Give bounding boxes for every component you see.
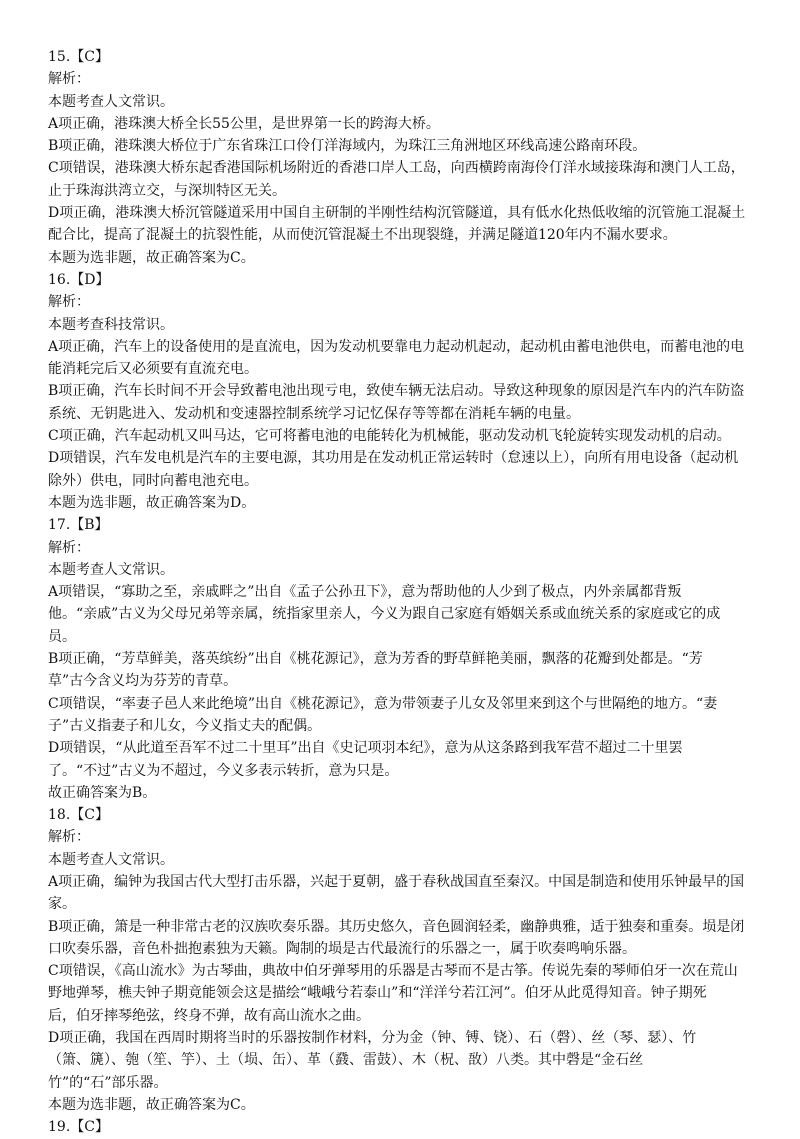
option-line: 竹”的“石”部乐器。 bbox=[48, 1074, 168, 1091]
option-line: 野地弹琴，樵夫钟子期竟能领会这是描绘“峨峨兮若泰山”和“洋洋兮若江河”。伯牙从此觅得知音。钟子期死 bbox=[48, 985, 707, 1002]
option-line: C项错误，“率妻子邑人来此绝境”出自《桃花源记》，意为带领妻子儿女及邻里来到这个与世隔绝的地方。“妻 bbox=[48, 695, 718, 712]
answer-line: 故正确答案为B。 bbox=[48, 784, 157, 801]
option-line: 口吹奏乐器，音色朴拙抱素独为天籁。陶制的埙是古代最流行的乐器之一，属于吹奏鸣响乐器。 bbox=[48, 940, 636, 957]
option-line: B项正确，汽车长时间不开会导致蓄电池出现亏电，致使车辆无法启动。导致这种现象的原因是汽车内的汽车防盗 bbox=[48, 383, 745, 400]
answer-line: 本题为选非题，故正确答案为C。 bbox=[48, 1096, 255, 1113]
option-line: 员。 bbox=[48, 628, 76, 645]
option-line: 配合比，提高了混凝土的抗裂性能，从而使沉管混凝土不出现裂缝，并满足隧道120年内不漏水要求。 bbox=[48, 227, 677, 244]
option-line: C项错误，《高山流水》为古琴曲，典故中伯牙弹琴用的乐器是古琴而不是古筝。传说先秦的琴师伯牙一次在荒山 bbox=[48, 963, 738, 980]
topic-line: 本题考查人文常识。 bbox=[48, 561, 174, 578]
option-line: B项正确，港珠澳大桥位于广东省珠江口伶仃洋海域内，为珠江三角洲地区环线高速公路南环段。 bbox=[48, 138, 647, 155]
option-line: D项正确，我国在西周时期将当时的乐器按制作材料，分为金（钟、镈、铙）、石（磬）、丝（琴、瑟）、竹 bbox=[48, 1030, 697, 1047]
question-17-heading: 17.【B】 bbox=[48, 517, 109, 534]
option-line: D项正确，港珠澳大桥沉管隧道采用中国自主研制的半刚性结构沉管隧道，具有低水化热低收缩的沉管施工混凝土 bbox=[48, 205, 746, 222]
option-line: D项错误，汽车发电机是汽车的主要电源，其功用是在发动机正常运转时（怠速以上），向所有用电设备（起动机 bbox=[48, 450, 739, 467]
option-line: B项正确，“芳草鲜美，落英缤纷”出自《桃花源记》，意为芳香的野草鲜艳美丽，飘落的花瓣到处都是。“芳 bbox=[48, 651, 703, 668]
topic-line: 本题考查科技常识。 bbox=[48, 316, 174, 333]
option-line: D项错误，“从此道至吾军不过二十里耳”出自《史记项羽本纪》，意为从这条路到我军营不超过二十里罢 bbox=[48, 740, 683, 757]
option-line: （箫、篪）、匏（笙、竽）、土（埙、缶）、革（鼗、雷鼓）、木（柷、敔）八类。其中磬是“金石丝 bbox=[48, 1052, 644, 1069]
analysis-label: 解析： bbox=[48, 539, 90, 556]
option-line: A项正确，编钟为我国古代大型打击乐器，兴起于夏朝，盛于春秋战国直至秦汉。中国是制造和使用乐钟最早的国 bbox=[48, 873, 745, 890]
option-line: 家。 bbox=[48, 896, 76, 913]
option-line: 他。“亲戚”古义为父母兄弟等亲属，统指家里亲人，今义为跟自己家庭有婚姻关系或血统关系的家庭或它的成 bbox=[48, 606, 721, 623]
option-line: A项正确，汽车上的设备使用的是直流电，因为发动机要靠电力起动机起动，起动机由蓄电池供电，而蓄电池的电 bbox=[48, 338, 745, 355]
topic-line: 本题考查人文常识。 bbox=[48, 851, 174, 868]
option-line: C项正确，汽车起动机又叫马达，它可将蓄电池的电能转化为机械能，驱动发动机飞轮旋转实现发动机的启动。 bbox=[48, 428, 731, 445]
question-18-heading: 18.【C】 bbox=[48, 807, 109, 824]
analysis-label: 解析： bbox=[48, 829, 90, 846]
question-16-heading: 16.【D】 bbox=[48, 271, 110, 288]
analysis-label: 解析： bbox=[48, 294, 90, 311]
option-line: 后，伯牙摔琴绝弦，终身不弹，故有高山流水之曲。 bbox=[48, 1007, 370, 1024]
option-line: B项正确，箫是一种非常古老的汉族吹奏乐器。其历史悠久，音色圆润轻柔，幽静典雅，适于独奏和重奏。埙是闭 bbox=[48, 918, 745, 935]
question-15-heading: 15.【C】 bbox=[48, 49, 109, 65]
option-line: A项正确，港珠澳大桥全长55公里，是世界第一长的跨海大桥。 bbox=[48, 115, 440, 132]
question-19-heading: 19.【C】 bbox=[48, 1119, 109, 1136]
option-line: 能消耗完后又必须要有直流充电。 bbox=[48, 361, 258, 378]
option-line: A项错误，“寡助之至，亲戚畔之”出自《孟子公孙丑下》，意为帮助他的人少到了极点，内外亲属都背叛 bbox=[48, 584, 682, 601]
option-line: 了。“不过”古义为不超过，今义多表示转折，意为只是。 bbox=[48, 762, 399, 779]
answer-explanation-page bbox=[48, 46, 768, 1139]
option-line: 系统、无钥匙进入、发动机和变速器控制系统学习记忆保存等等都在消耗车辆的电量。 bbox=[48, 405, 580, 422]
option-line: 草”古今含义均为芬芳的青草。 bbox=[48, 673, 238, 690]
analysis-label: 解析： bbox=[48, 71, 90, 88]
answer-line: 本题为选非题，故正确答案为C。 bbox=[48, 249, 255, 266]
option-line: 止于珠海洪湾立交，与深圳特区无关。 bbox=[48, 182, 286, 199]
option-line: 除外）供电，同时向蓄电池充电。 bbox=[48, 472, 258, 489]
option-line: 子”古义指妻子和儿女，今义指丈夫的配偶。 bbox=[48, 717, 322, 734]
topic-line: 本题考查人文常识。 bbox=[48, 93, 174, 110]
option-line: C项错误，港珠澳大桥东起香港国际机场附近的香港口岸人工岛，向西横跨南海伶仃洋水域接珠海和澳门人工岛， bbox=[48, 160, 745, 177]
answer-line: 本题为选非题，故正确答案为D。 bbox=[48, 494, 256, 511]
